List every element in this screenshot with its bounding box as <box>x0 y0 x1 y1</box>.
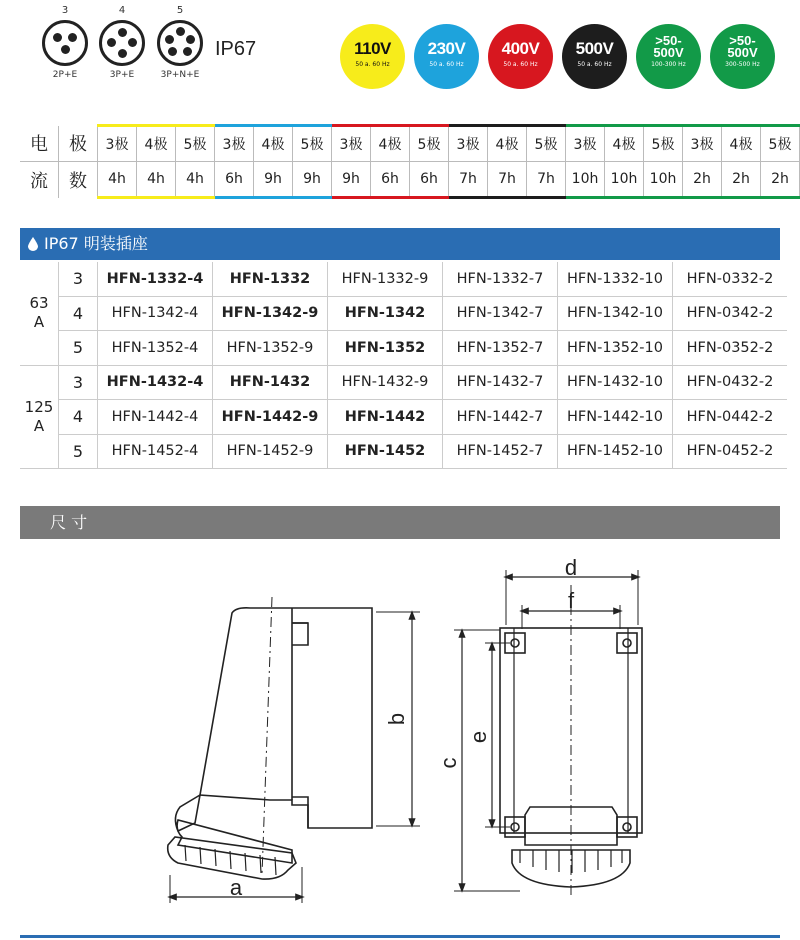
dim-label-a: a <box>229 875 243 900</box>
pole-cell: 3极 <box>98 126 137 162</box>
frequency-label: 100-300 Hz <box>651 61 686 68</box>
pole-cell: 5极 <box>293 126 332 162</box>
model-number-cell: HFN-1432-4 <box>98 365 213 400</box>
pole-cell: 4 <box>59 296 98 331</box>
model-number-cell: HFN-1332-7 <box>443 262 558 296</box>
model-number-cell: HFN-1352-4 <box>98 331 213 366</box>
dim-label-c: c <box>436 757 461 769</box>
table-row <box>20 262 787 296</box>
model-number-cell: HFN-1452-7 <box>443 434 558 469</box>
voltage-label: 110V <box>354 39 391 58</box>
pin-config-4 <box>92 4 152 80</box>
dimension-drawing <box>0 545 800 935</box>
pole-cell: 4极 <box>254 126 293 162</box>
front-hole-tl <box>511 639 519 647</box>
pin-dot <box>118 49 127 58</box>
voltage-badge-2 <box>414 24 479 89</box>
voltage-badge-3 <box>488 24 553 89</box>
frequency-label: 50 a. 60 Hz <box>355 61 390 68</box>
table-row <box>20 400 787 435</box>
hours-cell: 6h <box>371 162 410 198</box>
pole-cell: 5 <box>59 434 98 469</box>
hours-cell: 7h <box>488 162 527 198</box>
pole-cell: 3极 <box>215 126 254 162</box>
hours-cell: 6h <box>410 162 449 198</box>
pin-config-5 <box>150 4 210 80</box>
model-number-cell: HFN-1332-10 <box>558 262 673 296</box>
pole-cell: 3极 <box>449 126 488 162</box>
pin-caption: 2P+E <box>52 70 78 80</box>
voltage-badge-4 <box>562 24 627 89</box>
voltage-label: >50- <box>655 33 682 48</box>
front-hole-bl <box>511 823 519 831</box>
hours-cell: 2h <box>722 162 761 198</box>
pin-count: 4 <box>118 5 126 16</box>
model-number-cell: HFN-1342-7 <box>443 296 558 331</box>
voltage-label: 400V <box>501 39 540 58</box>
model-number-cell: HFN-0342-2 <box>673 296 788 331</box>
front-ear-br <box>617 817 637 837</box>
pole-cell: 4极 <box>605 126 644 162</box>
pole-cell: 3 <box>59 365 98 400</box>
hours-cell: 2h <box>761 162 800 198</box>
model-number-cell: HFN-1352-10 <box>558 331 673 366</box>
model-number-cell: HFN-0352-2 <box>673 331 788 366</box>
ip67-model-table <box>20 262 787 469</box>
pole-cell: 4极 <box>371 126 410 162</box>
frequency-label: 300-500 Hz <box>725 61 760 68</box>
pin-caption: 3P+N+E <box>160 70 200 80</box>
hours-cell: 4h <box>137 162 176 198</box>
dim-label-d: d <box>564 555 578 580</box>
ip67-section-title: IP67 明装插座 <box>44 234 148 253</box>
model-number-cell: HFN-1332-9 <box>328 262 443 296</box>
amperage-cell: 63 A <box>20 262 59 365</box>
pole-cell: 3极 <box>683 126 722 162</box>
dim-label-e: e <box>466 730 491 744</box>
pin-dot <box>61 45 70 54</box>
side-lower-ear <box>292 797 308 828</box>
model-number-cell: HFN-0442-2 <box>673 400 788 435</box>
hours-cell: 2h <box>683 162 722 198</box>
ip-rating-title: IP67 <box>215 38 257 60</box>
side-view <box>168 597 420 903</box>
plug-face-icon <box>99 20 145 66</box>
voltage-label: 500V <box>575 39 614 58</box>
front-hole-br <box>623 823 631 831</box>
frequency-label: 50 a. 60 Hz <box>429 61 464 68</box>
model-number-cell: HFN-1432 <box>213 365 328 400</box>
voltage-badge-1 <box>340 24 405 89</box>
plug-face-icon <box>42 20 88 66</box>
water-drop-icon <box>28 237 38 251</box>
hours-cell: 10h <box>566 162 605 198</box>
pole-cell: 3极 <box>566 126 605 162</box>
pole-cell: 4极 <box>137 126 176 162</box>
pole-cell: 4 <box>59 400 98 435</box>
side-lid <box>177 820 292 863</box>
model-number-cell: HFN-1442-9 <box>213 400 328 435</box>
hours-cell: 9h <box>293 162 332 198</box>
model-number-cell: HFN-0432-2 <box>673 365 788 400</box>
pole-cell: 5极 <box>644 126 683 162</box>
pole-cell: 3极 <box>332 126 371 162</box>
model-number-cell: HFN-1432-7 <box>443 365 558 400</box>
pin-dot <box>53 33 62 42</box>
pin-caption: 3P+E <box>109 70 135 80</box>
model-number-cell: HFN-1442-7 <box>443 400 558 435</box>
amperage-cell: 125 A <box>20 365 59 469</box>
frequency-label: 50 a. 60 Hz <box>577 61 612 68</box>
pin-dot <box>107 38 116 47</box>
voltage-badge-5 <box>636 24 701 89</box>
model-number-cell: HFN-1352-7 <box>443 331 558 366</box>
pin-dot <box>68 33 77 42</box>
hours-cell: 7h <box>527 162 566 198</box>
model-number-cell: HFN-1342 <box>328 296 443 331</box>
voltage-label: 230V <box>427 39 466 58</box>
dimension-section-header <box>20 506 780 539</box>
pole-cell: 5极 <box>761 126 800 162</box>
model-number-cell: HFN-1442 <box>328 400 443 435</box>
pole-cell: 5极 <box>527 126 566 162</box>
label-number: 数 <box>59 162 98 198</box>
pin-dot <box>128 38 137 47</box>
dimension-section-title: 尺 寸 <box>50 513 88 532</box>
front-ear-tr <box>617 633 637 653</box>
model-number-cell: HFN-1332-4 <box>98 262 213 296</box>
side-centerline <box>262 597 272 875</box>
voltage-label-2: 500V <box>727 45 758 60</box>
front-hole-tr <box>623 639 631 647</box>
model-number-cell: HFN-0452-2 <box>673 434 788 469</box>
pole-cell: 4极 <box>722 126 761 162</box>
dim-label-b: b <box>384 712 409 726</box>
model-number-cell: HFN-1432-10 <box>558 365 673 400</box>
pin-dot <box>165 35 174 44</box>
side-collar <box>168 837 296 879</box>
side-upper-ear <box>292 623 308 645</box>
label-electric: 电 <box>20 126 59 162</box>
model-number-cell: HFN-0332-2 <box>673 262 788 296</box>
pole-cell: 5极 <box>176 126 215 162</box>
plug-face-icon <box>157 20 203 66</box>
model-number-cell: HFN-1452-10 <box>558 434 673 469</box>
voltage-badge-6 <box>710 24 775 89</box>
pin-count: 3 <box>61 5 69 16</box>
frequency-label: 50 a. 60 Hz <box>503 61 538 68</box>
table-row <box>20 365 787 400</box>
table-row <box>20 296 787 331</box>
model-number-cell: HFN-1452-9 <box>213 434 328 469</box>
bottom-rule <box>20 935 780 938</box>
pole-cell: 4极 <box>488 126 527 162</box>
model-number-cell: HFN-1452-4 <box>98 434 213 469</box>
model-number-cell: HFN-1452 <box>328 434 443 469</box>
hours-cell: 7h <box>449 162 488 198</box>
pole-cell: 5极 <box>410 126 449 162</box>
hours-cell: 10h <box>644 162 683 198</box>
pin-config-3 <box>35 4 95 80</box>
hours-cell: 9h <box>332 162 371 198</box>
model-number-cell: HFN-1352-9 <box>213 331 328 366</box>
model-number-cell: HFN-1342-4 <box>98 296 213 331</box>
voltage-label: >50- <box>729 33 756 48</box>
model-number-cell: HFN-1352 <box>328 331 443 366</box>
hours-cell: 10h <box>605 162 644 198</box>
pin-dot <box>183 47 192 56</box>
table-row <box>20 331 787 366</box>
hours-cell: 4h <box>176 162 215 198</box>
model-number-cell: HFN-1332 <box>213 262 328 296</box>
model-number-cell: HFN-1342-9 <box>213 296 328 331</box>
pin-count: 5 <box>176 5 184 16</box>
ip67-section-header <box>20 228 780 260</box>
model-number-cell: HFN-1442-4 <box>98 400 213 435</box>
model-number-cell: HFN-1432-9 <box>328 365 443 400</box>
side-body <box>200 608 372 828</box>
dim-label-f: f <box>567 588 575 613</box>
voltage-label-2: 500V <box>653 45 684 60</box>
pin-dot <box>118 28 127 37</box>
label-current: 流 <box>20 162 59 198</box>
pin-dot <box>176 27 185 36</box>
model-number-cell: HFN-1342-10 <box>558 296 673 331</box>
rated-current-table <box>20 124 800 199</box>
pole-cell: 5 <box>59 331 98 366</box>
hours-cell: 4h <box>98 162 137 198</box>
hours-cell: 9h <box>254 162 293 198</box>
pole-cell: 3 <box>59 262 98 296</box>
table-row <box>20 434 787 469</box>
pin-dot <box>186 35 195 44</box>
label-pole: 极 <box>59 126 98 162</box>
pin-dot <box>168 47 177 56</box>
hours-cell: 6h <box>215 162 254 198</box>
model-number-cell: HFN-1442-10 <box>558 400 673 435</box>
